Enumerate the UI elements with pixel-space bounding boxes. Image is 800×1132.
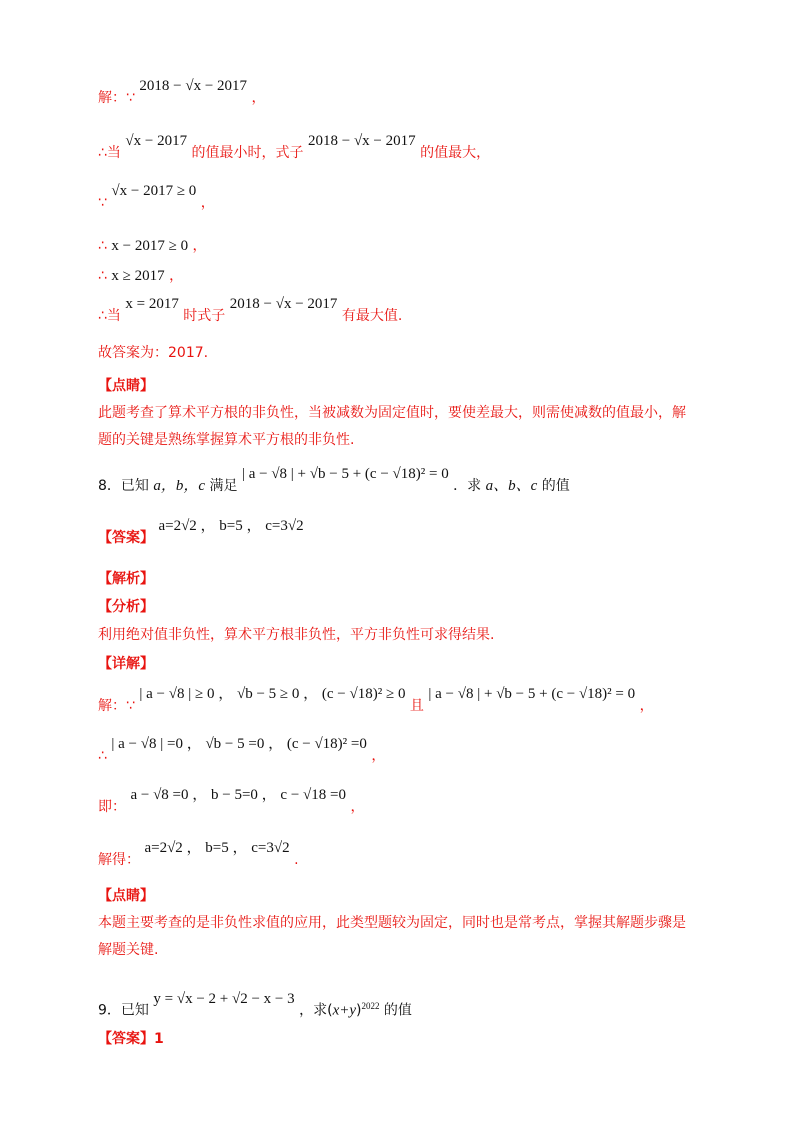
text: 即：: [98, 799, 126, 815]
text: ∴: [98, 748, 107, 764]
text: 的值最小时，式子: [191, 145, 304, 161]
math-expr: a − √8 =0 ， b − 5=0 ， c − √18 =0: [130, 787, 346, 803]
text: 的值: [383, 1002, 412, 1019]
q8-comment: 本题主要考查的是非负性求值的应用，此类型题较为固定，同时也是常考点，掌握其解题步骤是解题关键.: [98, 915, 686, 958]
math-expr: 2018 − √x − 2017: [229, 296, 338, 312]
text: 有最大值.: [341, 308, 403, 324]
math-expr: a=2√2 ， b=5 ， c=3√2: [158, 518, 304, 534]
math-expr: a=2√2 ， b=5 ， c=3√2: [144, 840, 290, 856]
q8-detail-line2: [98, 736, 386, 766]
math-expr: | a − √8 | =0 ， √b − 5 =0 ， (c − √18)² =0: [111, 736, 367, 752]
q8-stem: [98, 466, 570, 496]
q8-detail-line3: [98, 787, 365, 817]
text: 满足: [209, 478, 238, 494]
sol7-comment: 此题考查了算术平方根的非负性，当被减数为固定值时，要使差最大，则需使减数的值最小，解题的关键是熟练掌握算术平方根的非负性.: [98, 405, 686, 448]
sol7-line6: [98, 296, 403, 326]
q8-vars2: a、b、c: [485, 478, 538, 494]
text: .: [294, 852, 299, 868]
q8-detail-line1: [98, 686, 654, 716]
answer-tag: 【答案】: [98, 530, 154, 546]
text: 8．已知: [98, 478, 149, 494]
math-expr: 2018 − √x − 2017: [307, 133, 416, 149]
q8-answer: [98, 518, 304, 548]
text: ，: [371, 748, 386, 764]
math-expr: | a − √8 | + √b − 5 + (c − √18)² = 0: [241, 466, 449, 482]
q8-analysis-tag: 【解析】: [98, 571, 154, 587]
q9-exponent: 2022: [361, 1001, 380, 1011]
sol7-answer: 故答案为：2017.: [98, 345, 209, 361]
sol7-line5: [98, 266, 183, 286]
text: 的值最大，: [420, 145, 491, 161]
math-expr: x ≥ 2017: [111, 268, 165, 284]
text: ，求(: [299, 1002, 333, 1019]
math-expr: √x − 2017 ≥ 0: [111, 183, 197, 199]
text: ，: [200, 195, 215, 211]
text: 9．已知: [98, 1002, 149, 1019]
text: ∴: [98, 238, 107, 254]
answer-value: 1: [154, 1031, 164, 1047]
math-expr: x = 2017: [125, 296, 179, 312]
text: 且: [409, 698, 424, 714]
text: 解：∵: [98, 698, 135, 714]
q9-answer: [98, 1029, 164, 1049]
math-expr: 2018 − √x − 2017: [139, 78, 248, 94]
math-expr: | a − √8 | ≥ 0 ， √b − 5 ≥ 0 ， (c − √18)² ≥ 0: [139, 686, 406, 702]
q8-fenxi: 利用绝对值非负性，算术平方根非负性，平方非负性可求得结果.: [98, 627, 495, 643]
math-expr: √x − 2017: [125, 133, 188, 149]
q8-detail-tag: 【详解】: [98, 656, 154, 672]
q8-fenxi-tag: 【分析】: [98, 599, 154, 615]
text: ∵: [98, 195, 107, 211]
text: ，: [192, 238, 207, 254]
q8-vars: a，b，c: [153, 478, 206, 494]
text: ∴当: [98, 145, 121, 161]
text: 的值: [541, 478, 570, 494]
text: 时式子: [183, 308, 226, 324]
q9-stem: 9．已知 y = √x − 2 + √2 − x − 3 ，求$(x+y)^{2022}$ 的值: [98, 990, 412, 1019]
q8-detail-line4: [98, 840, 299, 870]
text: ，: [639, 698, 654, 714]
answer-tag: 【答案】: [98, 1031, 154, 1047]
sol7-line4: [98, 236, 207, 256]
sol7-line1: [98, 78, 266, 108]
text: 解：∵: [98, 90, 135, 106]
q9-expr: x+y: [332, 1002, 356, 1019]
text: ∴: [98, 268, 107, 284]
text: ，: [350, 799, 365, 815]
text: 解得：: [98, 852, 140, 868]
text: ∴当: [98, 308, 121, 324]
sol7-comment-tag: 【点睛】: [98, 378, 154, 394]
sol7-line3: [98, 183, 215, 213]
q8-comment-tag: 【点睛】: [98, 888, 154, 904]
text: ，: [169, 268, 184, 284]
math-expr: x − 2017 ≥ 0: [111, 238, 189, 254]
text: ．求: [453, 478, 482, 494]
text: ，: [251, 90, 266, 106]
math-expr: | a − √8 | + √b − 5 + (c − √18)² = 0: [428, 686, 636, 702]
math-expr: y = √x − 2 + √2 − x − 3: [153, 990, 295, 1007]
sol7-line2: [98, 133, 491, 163]
